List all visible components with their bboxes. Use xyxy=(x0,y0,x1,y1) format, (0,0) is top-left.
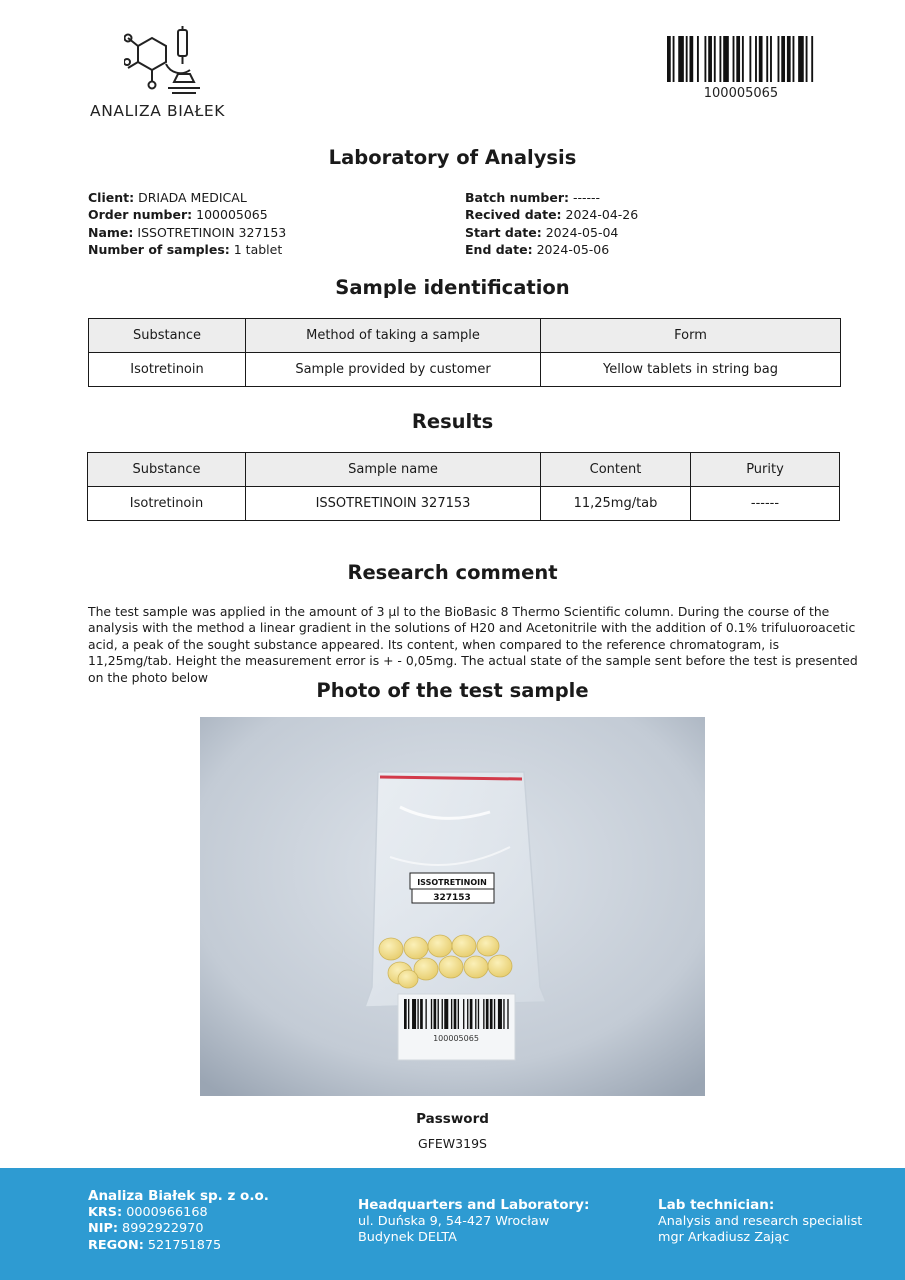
column-header: Form xyxy=(541,319,841,353)
document-barcode xyxy=(667,36,815,101)
table-cell: Yellow tablets in string bag xyxy=(541,353,841,387)
technician-heading: Lab technician: xyxy=(658,1197,775,1213)
order-info-right xyxy=(465,189,638,258)
samples-row xyxy=(88,241,286,258)
sample-identification-table xyxy=(88,318,841,387)
sample-photo xyxy=(200,717,705,1096)
technician-role: Analysis and research specialist xyxy=(658,1213,863,1229)
company-logo xyxy=(88,26,248,124)
regon-label: REGON: xyxy=(88,1237,144,1253)
technician-name: mgr Arkadiusz Zając xyxy=(658,1230,790,1246)
barcode-number: 100005065 xyxy=(703,86,779,101)
photo-label-number: 327153 xyxy=(433,893,471,903)
samples-label: Number of samples: xyxy=(88,241,230,257)
order-info-left xyxy=(88,189,286,258)
page-title: Laboratory of Analysis xyxy=(328,146,577,169)
regon-row xyxy=(88,1238,269,1255)
column-header: Sample name xyxy=(246,453,541,487)
research-comment-heading: Research comment xyxy=(347,561,558,584)
regon-value: 521751875 xyxy=(147,1237,222,1253)
column-header: Substance xyxy=(89,319,246,353)
samples-value: 1 tablet xyxy=(233,241,283,257)
end-row xyxy=(465,241,638,258)
sample-photo-image xyxy=(200,717,705,1096)
nip-row xyxy=(88,1221,269,1238)
start-value: 2024-05-04 xyxy=(545,224,619,240)
client-row xyxy=(88,189,286,206)
headquarters-info xyxy=(358,1197,589,1247)
photo-barcode-number: 100005065 xyxy=(433,1034,479,1043)
research-comment-text: The test sample was applied in the amount of 3 µl to the BioBasic 8 Thermo Scientific column. During the course of the analysis with the method a linear gradient in the solutions of H20 and Acetonitrile with the addition of 0.1% trifuluoroacetic acid, a peak of the sought substance appeared. Its content, when compared to the reference chromatogram, is 11,25mg/tab. Height the measurement error is + - 0,05mg. The actual state of the sample sent before the test is presented on the photo below xyxy=(88,604,858,685)
column-header: Content xyxy=(541,453,691,487)
client-value: DRIADA MEDICAL xyxy=(138,190,247,205)
password-value: GFEW319S xyxy=(418,1136,487,1151)
table-cell: Sample provided by customer xyxy=(246,353,541,387)
name-label: Name: xyxy=(88,224,134,240)
technician-info xyxy=(658,1197,862,1247)
received-row xyxy=(465,206,638,223)
hq-building: Budynek DELTA xyxy=(358,1230,457,1246)
photo-label-name: ISSOTRETINOIN xyxy=(417,878,487,887)
results-table xyxy=(87,452,840,521)
table-cell: ------ xyxy=(691,487,840,521)
results-heading: Results xyxy=(411,410,494,433)
batch-row xyxy=(465,189,638,206)
barcode-image xyxy=(667,36,815,82)
sample-identification-heading: Sample identification xyxy=(335,276,570,299)
table-row xyxy=(89,353,841,387)
company-name: Analiza Białek sp. z o.o. xyxy=(88,1188,269,1204)
client-label: Client: xyxy=(88,190,135,205)
end-label: End date: xyxy=(465,241,533,257)
batch-value: ------ xyxy=(573,190,601,205)
table-cell: Isotretinoin xyxy=(88,487,246,521)
table-cell: Isotretinoin xyxy=(89,353,246,387)
start-label: Start date: xyxy=(465,224,542,240)
table-row xyxy=(88,487,840,521)
order-value: 100005065 xyxy=(196,207,268,223)
batch-label: Batch number: xyxy=(465,190,570,205)
table-cell: ISSOTRETINOIN 327153 xyxy=(246,487,541,521)
table-cell: 11,25mg/tab xyxy=(541,487,691,521)
hq-address: ul. Duńska 9, 54-427 Wrocław xyxy=(358,1213,550,1229)
molecule-microscope-icon xyxy=(124,26,204,98)
nip-label: NIP: xyxy=(88,1221,118,1237)
photo-heading: Photo of the test sample xyxy=(316,679,589,702)
order-row xyxy=(88,206,286,223)
krs-label: KRS: xyxy=(88,1204,123,1220)
column-header: Substance xyxy=(88,453,246,487)
order-label: Order number: xyxy=(88,207,193,223)
krs-value: 0000966168 xyxy=(126,1204,208,1220)
received-label: Recived date: xyxy=(465,207,562,223)
name-value: ISSOTRETINOIN 327153 xyxy=(137,224,287,240)
footer xyxy=(0,1168,905,1280)
column-header: Purity xyxy=(691,453,840,487)
name-row xyxy=(88,224,286,241)
start-row xyxy=(465,224,638,241)
nip-value: 8992922970 xyxy=(122,1221,204,1237)
password-label: Password xyxy=(416,1111,489,1127)
krs-row xyxy=(88,1205,269,1222)
company-logo-text: ANALIZA BIAŁEK xyxy=(90,102,226,120)
column-header: Method of taking a sample xyxy=(246,319,541,353)
end-value: 2024-05-06 xyxy=(536,241,610,257)
received-value: 2024-04-26 xyxy=(565,207,639,223)
hq-heading: Headquarters and Laboratory: xyxy=(358,1197,590,1213)
table-header-row xyxy=(88,453,840,487)
table-header-row xyxy=(89,319,841,353)
company-info xyxy=(88,1188,269,1254)
